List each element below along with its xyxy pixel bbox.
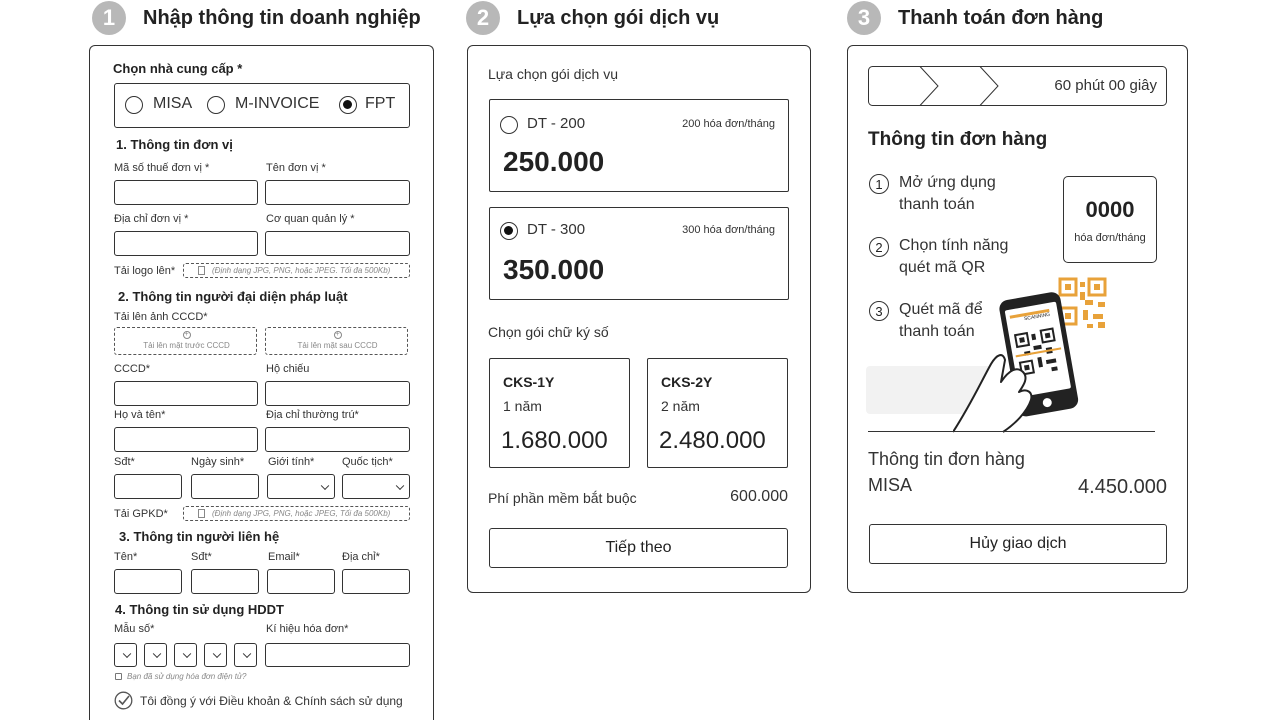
check-circle-icon: [114, 691, 133, 710]
contact-name-label: Tên*: [114, 551, 138, 563]
provider-radio-misa[interactable]: [125, 96, 143, 114]
section-3-title: 3. Thông tin người liên hệ: [119, 529, 280, 544]
dob-label: Ngày sinh*: [191, 456, 245, 468]
cccd-input[interactable]: [114, 381, 258, 406]
agency-input[interactable]: [265, 231, 410, 256]
nationality-select[interactable]: [342, 474, 410, 499]
qr-phone-illustration: [953, 274, 1123, 434]
instruction-3-text: Quét mã để thanh toán: [899, 301, 983, 340]
dob-input[interactable]: [191, 474, 259, 499]
countdown-timer: 60 phút 00 giây: [1054, 77, 1157, 94]
logo-upload-hint: (Định dạng JPG, PNG, hoặc JPEG. Tối đa 500Kb): [212, 266, 391, 275]
rep-phone-label: Sđt*: [114, 456, 135, 468]
step-3-header: [847, 1, 1103, 35]
signature-duration-2y: 2 năm: [661, 398, 700, 414]
plan-name-dt200: DT - 200: [527, 115, 586, 132]
provider-label: Chọn nhà cung cấp *: [113, 61, 243, 76]
template-label: Mẫu số*: [114, 623, 155, 635]
payment-panel: [847, 45, 1188, 593]
tax-code-label: Mã số thuế đơn vị *: [114, 162, 210, 174]
summary-title: Thông tin đơn hàng: [868, 449, 1025, 469]
package-section-title: Lựa chọn gói dịch vụ: [488, 66, 619, 82]
cccd-front-text: Tải lên mặt trước CCCD: [143, 341, 230, 350]
instruction-2-text: Chọn tính năng quét mã QR: [899, 237, 1009, 276]
summary-total: 4.450.000: [1078, 476, 1167, 498]
passport-label: Hộ chiếu: [266, 363, 310, 375]
section-2-title: 2. Thông tin người đại diện pháp luật: [118, 289, 348, 304]
countdown-bar: [868, 66, 1167, 106]
plan-card-dt200[interactable]: [489, 99, 789, 192]
software-fee-value: 600.000: [730, 488, 788, 505]
step-1-header: [92, 1, 421, 35]
tax-code-input[interactable]: [114, 180, 258, 205]
plan-radio-dt300[interactable]: [500, 222, 518, 240]
step-1-number: 1: [92, 1, 126, 35]
contact-phone-label: Sđt*: [191, 551, 212, 563]
template-select-2[interactable]: [144, 643, 167, 667]
signature-price-1y: 1.680.000: [501, 427, 608, 454]
gpkd-upload-zone[interactable]: [183, 506, 410, 521]
template-select-1[interactable]: [114, 643, 137, 667]
phone-screen-label: SCANNING: [1023, 311, 1051, 323]
invoice-count-box: [1063, 176, 1157, 263]
plan-price-dt300: 350.000: [503, 254, 605, 285]
plus-icon: +: [184, 331, 189, 338]
plan-card-dt300[interactable]: [489, 207, 789, 300]
residence-input[interactable]: [265, 427, 410, 452]
cccd-back-text: Tải lên mặt sau CCCD: [297, 341, 378, 350]
address-label: Địa chỉ đơn vị *: [114, 213, 189, 225]
plan-quota-dt200: 200 hóa đơn/tháng: [682, 118, 775, 130]
template-select-4[interactable]: [204, 643, 227, 667]
instruction-2-number: 2: [869, 237, 889, 257]
template-select-5[interactable]: [234, 643, 257, 667]
signature-card-1y[interactable]: [489, 358, 630, 468]
template-select-3[interactable]: [174, 643, 197, 667]
phone-qr-icon: [953, 274, 1123, 434]
contact-address-label: Địa chỉ*: [342, 551, 380, 563]
signature-duration-1y: 1 năm: [503, 398, 542, 414]
instruction-1-text: Mở ứng dụng thanh toán: [899, 174, 996, 213]
address-input[interactable]: [114, 231, 258, 256]
agree-text: Tôi đồng ý với Điều khoản & Chính sách sử dụng: [140, 694, 403, 708]
nationality-label: Quốc tịch*: [342, 456, 393, 468]
instruction-1-number: 1: [869, 174, 889, 194]
cccd-upload-label: Tải lên ảnh CCCD*: [114, 311, 208, 323]
provider-label-minvoice: M-INVOICE: [235, 95, 320, 112]
gpkd-upload-hint: (Định dạng JPG, PNG, hoặc JPEG, Tối đa 500Kb): [212, 509, 391, 518]
invoice-symbol-input[interactable]: [265, 643, 410, 667]
summary-divider: [868, 431, 1155, 432]
used-before-checkbox[interactable]: [115, 673, 122, 680]
cancel-transaction-button[interactable]: Hủy giao dịch: [869, 524, 1167, 564]
plan-price-dt200: 250.000: [503, 146, 605, 177]
invoice-symbol-label: Kí hiệu hóa đơn*: [266, 623, 349, 635]
software-fee-label: Phí phần mềm bắt buộc: [488, 490, 637, 506]
gpkd-upload-label: Tải GPKD*: [114, 508, 168, 520]
residence-label: Địa chỉ thường trú*: [266, 409, 359, 421]
signature-name-2y: CKS-2Y: [661, 374, 713, 390]
section-4-title: 4. Thông tin sử dụng HDDT: [115, 602, 284, 617]
agree-checkbox[interactable]: [114, 691, 133, 710]
provider-label-misa: MISA: [153, 95, 193, 112]
cccd-label: CCCD*: [114, 363, 151, 375]
logo-upload-zone[interactable]: [183, 263, 410, 278]
signature-name-1y: CKS-1Y: [503, 374, 555, 390]
rep-phone-input[interactable]: [114, 474, 182, 499]
step-3-title: Thanh toán đơn hàng: [898, 6, 1104, 29]
plus-icon: +: [335, 331, 340, 338]
cccd-back-upload[interactable]: [265, 327, 408, 355]
cccd-front-upload[interactable]: [114, 327, 257, 355]
plan-name-dt300: DT - 300: [527, 221, 586, 238]
contact-email-input[interactable]: [267, 569, 335, 594]
provider-radio-minvoice[interactable]: [207, 96, 225, 114]
signature-section-title: Chọn gói chữ ký số: [488, 324, 609, 340]
file-icon: [198, 266, 205, 275]
package-panel: [467, 45, 811, 593]
unit-name-input[interactable]: [265, 180, 410, 205]
gender-select[interactable]: [267, 474, 335, 499]
logo-upload-label: Tải logo lên*: [114, 265, 176, 277]
instruction-3-number: 3: [869, 301, 889, 321]
used-before-text: Bạn đã sử dụng hóa đơn điện tử?: [127, 672, 247, 681]
agency-label: Cơ quan quản lý *: [266, 213, 355, 225]
provider-radio-fpt[interactable]: [339, 96, 357, 114]
plan-quota-dt300: 300 hóa đơn/tháng: [682, 224, 775, 236]
step-2-title: Lựa chọn gói dịch vụ: [517, 6, 720, 29]
fullname-label: Họ và tên*: [114, 409, 166, 421]
business-info-panel: [89, 45, 434, 720]
summary-provider: MISA: [868, 475, 913, 495]
step-2-header: [466, 1, 719, 35]
passport-input[interactable]: [265, 381, 410, 406]
order-info-title: Thông tin đơn hàng: [868, 129, 1048, 150]
invoice-unit: hóa đơn/tháng: [1074, 232, 1146, 244]
contact-name-input[interactable]: [114, 569, 182, 594]
step-3-number: 3: [847, 1, 881, 35]
step-2-number: 2: [466, 1, 500, 35]
next-button[interactable]: Tiếp theo: [489, 528, 788, 568]
unit-name-label: Tên đơn vị *: [266, 162, 326, 174]
gender-label: Giới tính*: [268, 456, 315, 468]
signature-price-2y: 2.480.000: [659, 427, 766, 454]
fullname-input[interactable]: [114, 427, 258, 452]
contact-email-label: Email*: [268, 551, 300, 563]
file-icon: [198, 509, 205, 518]
provider-label-fpt: FPT: [365, 95, 396, 112]
section-1-title: 1. Thông tin đơn vị: [116, 137, 233, 152]
plan-radio-dt200[interactable]: [500, 116, 518, 134]
contact-phone-input[interactable]: [191, 569, 259, 594]
invoice-count: 0000: [1085, 197, 1135, 222]
contact-address-input[interactable]: [342, 569, 410, 594]
step-1-title: Nhập thông tin doanh nghiệp: [143, 6, 421, 29]
provider-group: [114, 83, 410, 128]
signature-card-2y[interactable]: [647, 358, 788, 468]
